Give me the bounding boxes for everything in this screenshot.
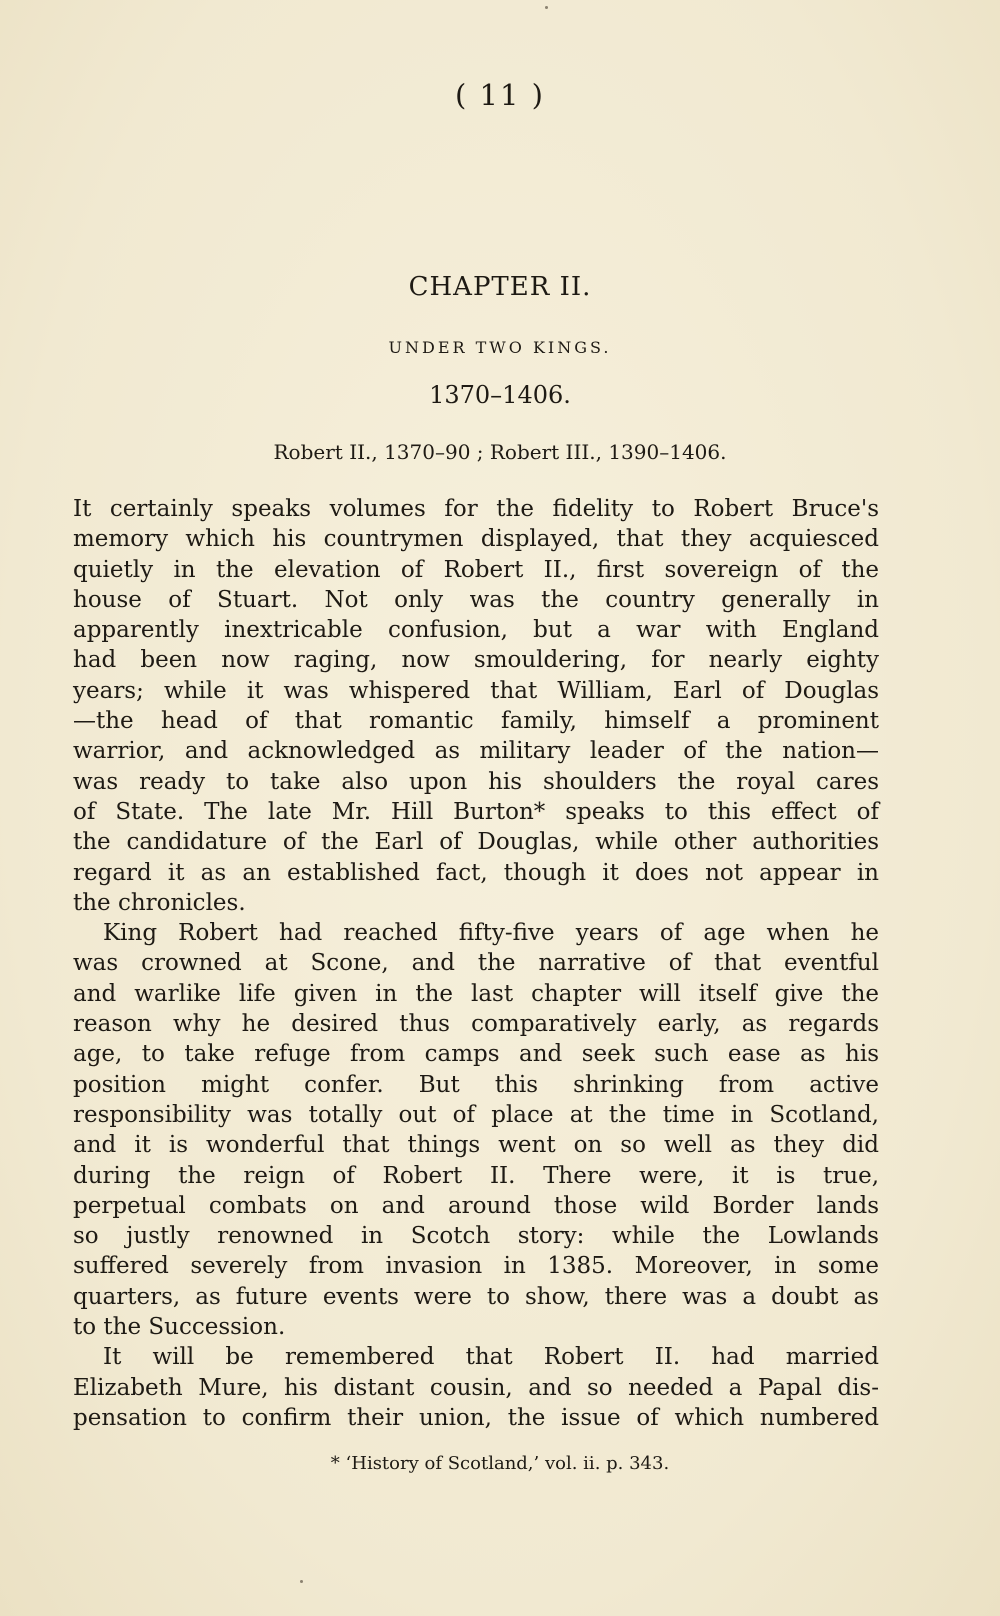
- text-line: reason why he desired thus comparatively early, as regards: [73, 1011, 879, 1038]
- text-line: suffered severely from invasion in 1385. Moreover, in some: [73, 1253, 879, 1280]
- text-line: quarters, as future events were to show, there was a doubt as: [73, 1283, 879, 1310]
- text-line: quietly in the elevation of Robert II., first sovereign of the: [73, 556, 879, 583]
- text-line: the candidature of the Earl of Douglas, while other authorities: [73, 829, 879, 856]
- text-line: Elizabeth Mure, his distant cousin, and so needed a Papal dis-: [73, 1374, 879, 1401]
- text-line: house of Stuart. Not only was the country generally in: [73, 586, 879, 613]
- text-line: It certainly speaks volumes for the fidelity to Robert Bruce's: [73, 496, 879, 522]
- text-line: age, to take refuge from camps and seek such ease as his: [73, 1041, 879, 1068]
- text-line: position might confer. But this shrinking from active: [73, 1071, 879, 1098]
- text-line: regard it as an established fact, though it does not appear in: [73, 859, 879, 886]
- text-line: was crowned at Scone, and the narrative of that eventful: [73, 950, 879, 977]
- chapter-subtitle: UNDER TWO KINGS.: [388, 338, 612, 357]
- ink-speck: [300, 1580, 303, 1583]
- text-line: during the reign of Robert II. There were, it is true,: [73, 1162, 879, 1189]
- text-line: memory which his countrymen displayed, that they acquiesced: [73, 526, 879, 553]
- text-line: and it is wonderful that things went on so well as they did: [73, 1132, 879, 1159]
- text-line: the chronicles.: [73, 889, 246, 916]
- page-number: ( 11 ): [455, 78, 545, 112]
- reigns-summary: Robert II., 1370–90 ; Robert III., 1390–1406.: [273, 440, 727, 464]
- text-line: perpetual combats on and around those wild Border lands: [73, 1192, 879, 1219]
- text-line: had been now raging, now smouldering, for nearly eighty: [73, 647, 879, 674]
- ink-speck: [545, 6, 548, 9]
- chapter-years: 1370–1406.: [429, 381, 571, 409]
- footnote: * ‘History of Scotland,’ vol. ii. p. 343.: [330, 1453, 670, 1474]
- text-line: warrior, and acknowledged as military leader of the nation—: [73, 738, 879, 765]
- text-line: responsibility was totally out of place at the time in Scotland,: [73, 1101, 879, 1128]
- text-line: of State. The late Mr. Hill Burton* speaks to this effect of: [73, 798, 879, 825]
- text-line: so justly renowned in Scotch story: while the Lowlands: [73, 1223, 879, 1250]
- text-line: years; while it was whispered that William, Earl of Douglas: [73, 677, 879, 704]
- text-line: apparently inextricable confusion, but a war with England: [73, 617, 879, 644]
- text-line: to the Succession.: [73, 1314, 286, 1341]
- text-line: and warlike life given in the last chapter will itself give the: [73, 980, 879, 1007]
- text-line: King Robert had reached fifty-five years of age when he: [103, 920, 879, 947]
- text-line: pensation to confirm their union, the issue of which numbered: [73, 1404, 879, 1431]
- chapter-title: CHAPTER II.: [408, 272, 592, 302]
- text-line: was ready to take also upon his shoulders the royal cares: [73, 768, 879, 795]
- text-line: —the head of that romantic family, himself a prominent: [73, 708, 879, 735]
- body-text: [73, 494, 879, 1433]
- text-line: It will be remembered that Robert II. had married: [103, 1344, 879, 1371]
